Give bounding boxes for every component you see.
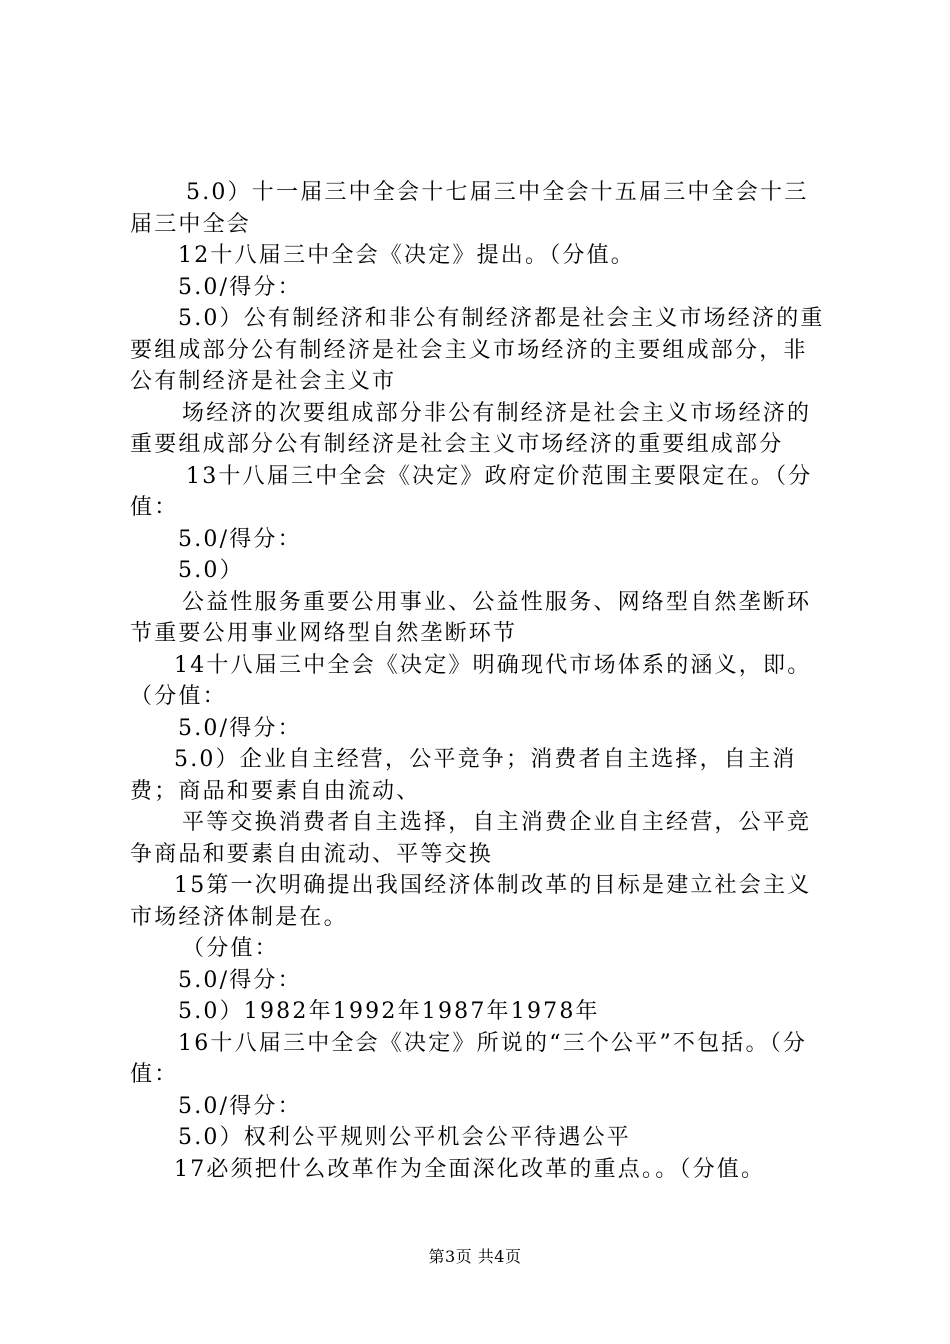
paragraph-line: 5.0/得分： (178, 967, 302, 993)
paragraph-line: 5.0/得分： (178, 526, 302, 552)
paragraph-line: 12十八届三中全会《决定》提出。（分值。 (178, 243, 635, 268)
paragraph-line: 平等交换消费者自主选择，自主消费企业自主经营，公平竞争商品和要素自由流动、平等交换 (130, 810, 812, 867)
paragraph-line: 17必须把什么改革作为全面深化改革的重点。。（分值。 (174, 1156, 766, 1182)
paragraph-line: 16十八届三中全会《决定》所说的“三个公平”不包括。（分值： (130, 1030, 808, 1087)
paragraph-line: 5.0） (178, 558, 244, 583)
paragraph-line: 5.0）十一届三中全会十七届三中全会十五届三中全会十三届三中全会 (130, 180, 809, 237)
paragraph-line: 公益性服务重要公用事业、公益性服务、网络型自然垄断环节重要公用事业网络型自然垄断环节 (130, 589, 812, 646)
paragraph-line: 15第一次明确提出我国经济体制改革的目标是建立社会主义市场经济体制是在。 (130, 873, 812, 930)
paragraph-line: 13十八届三中全会《决定》政府定价范围主要限定在。（分值： (130, 463, 813, 520)
paragraph-line: 5.0）1982年1992年1987年1978年 (178, 999, 600, 1024)
paragraph-line: 5.0）企业自主经营，公平竞争；消费者自主选择，自主消费；商品和要素自由流动、 (130, 747, 797, 804)
paragraph-line: 14十八届三中全会《决定》明确现代市场体系的涵义，即。（分值： (130, 652, 812, 709)
paragraph-line: 5.0/得分： (178, 715, 302, 741)
document-body (130, 177, 830, 1185)
paragraph-line: 5.0）公有制经济和非公有制经济都是社会主义市场经济的重要组成部分公有制经济是社会主义市场经济的主要组成部分，非公有制经济是社会主义市 (130, 306, 825, 394)
page-footer: 第3页 共4页 (428, 1247, 522, 1266)
paragraph-line: 5.0）权利公平规则公平机会公平待遇公平 (178, 1125, 631, 1150)
paragraph-line: 5.0/得分： (178, 274, 302, 300)
paragraph-line: （分值： (182, 936, 279, 961)
paragraph-line: 5.0/得分： (178, 1093, 302, 1119)
paragraph-line: 场经济的次要组成部分非公有制经济是社会主义市场经济的重要组成部分公有制经济是社会主义市场经济的重要组成部分 (130, 400, 812, 457)
